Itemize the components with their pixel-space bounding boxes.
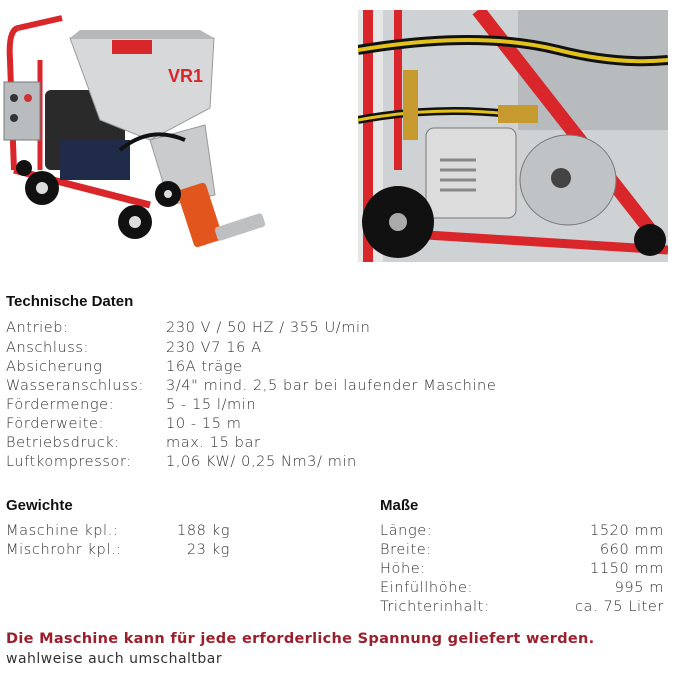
spec-value: 5 - 15 l/min [166,397,257,413]
spec-value: 16A träge [166,359,243,375]
dimension-value: 1150 mm [590,561,664,577]
dimension-label: Höhe: [380,561,426,577]
dimension-value: 995 m [614,580,664,596]
spec-label: Betriebsdruck: [6,435,120,451]
dimension-value: ca. 75 Liter [574,599,664,615]
weight-label: Mischrohr kpl.: [6,542,122,558]
spec-label: Wasseranschluss: [6,378,144,394]
spec-value: 1,06 KW/ 0,25 Nm3/ min [166,454,357,470]
plaster-machine-illustration [0,0,285,262]
dimension-label: Einfüllhöhe: [380,580,473,596]
spec-label: Absicherung [6,359,103,375]
dimension-label: Trichterinhalt: [380,599,490,615]
machine-photo [0,0,285,262]
vr1-logo: VR1 [168,66,204,86]
technische-daten-heading: Technische Daten [6,293,134,310]
spec-value: 230 V7 16 A [166,340,262,356]
gewichte-heading: Gewichte [6,497,73,514]
spec-value: 3/4" mind. 2,5 bar bei laufender Maschine [166,378,497,394]
spec-label: Anschluss: [6,340,90,356]
weight-value: 188 kg [177,523,230,539]
spec-label: Antrieb: [6,320,69,336]
dimension-label: Breite: [380,542,432,558]
spec-label: Fördermenge: [6,397,115,413]
spec-value: 10 - 15 m [166,416,242,432]
weight-value: 23 kg [186,542,230,558]
switchable-note: wahlweise auch umschaltbar [6,651,223,667]
weight-label: Maschine kpl.: [6,523,119,539]
spec-label: Förderweite: [6,416,104,432]
dimension-value: 1520 mm [590,523,664,539]
dimension-value: 660 mm [599,542,664,558]
spec-label: Luftkompressor: [6,454,132,470]
spec-value: max. 15 bar [166,435,261,451]
machine-detail-photo [358,10,668,262]
voltage-note: Die Maschine kann für jede erforderliche Spannung geliefert werden. [6,631,595,647]
machine-detail-illustration [358,10,668,262]
spec-value: 230 V / 50 HZ / 355 U/min [166,320,371,336]
dimension-label: Länge: [380,523,433,539]
masse-heading: Maße [380,497,419,514]
